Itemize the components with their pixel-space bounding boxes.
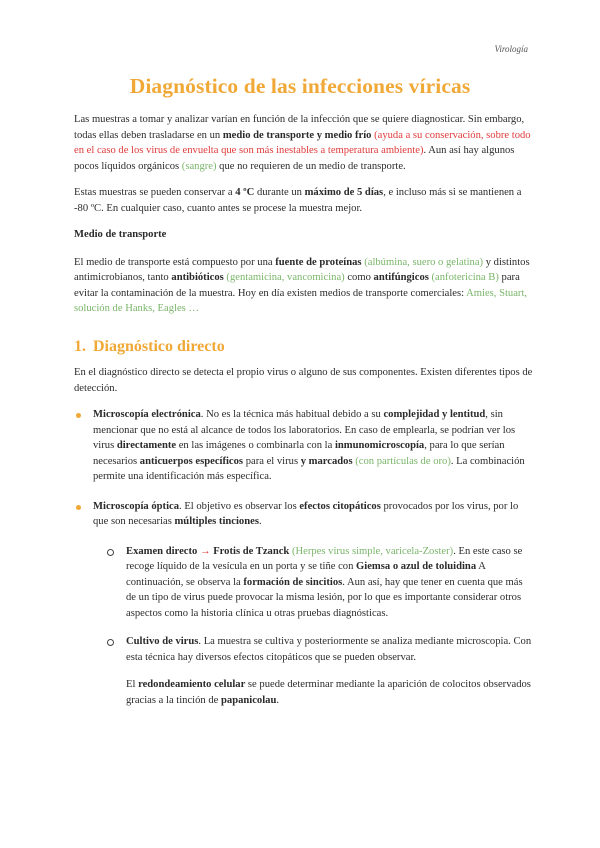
bold-text: Cultivo de virus: [126, 636, 199, 647]
section-intro: En el diagnóstico directo se detecta el propio virus o alguno de sus componentes. Existen diferentes tipos de detección.: [74, 367, 533, 394]
text: . Aun así hay algunos pocos líquidos orgánicos: [74, 145, 515, 172]
bold-text: Frotis de Tzanck: [213, 545, 290, 557]
text: .: [258, 516, 262, 527]
medio-paragraph: [74, 255, 534, 317]
text: El: [126, 679, 139, 690]
document-body: [74, 112, 534, 721]
text: Las muestras a tomar y analizar varían en función de la infección que se quiere diagnosticar. Sin embargo, todas ellas deben trasladarse en un: [74, 114, 525, 141]
bold-text: Giemsa o azul de toluidina: [356, 561, 477, 572]
bold-text: redondeamiento celular: [138, 679, 246, 690]
bold-text: antifúngicos: [373, 272, 429, 283]
green-note: (sangre): [181, 160, 217, 172]
text: . La muestra se cultiva y posteriormente se analiza mediante microscopia. Con esta técnica hay diversos efectos citopáticos que se pueden observar.: [126, 636, 532, 663]
section-title: Diagnóstico directo: [93, 337, 225, 355]
text: Estas muestras se pueden conservar a: [74, 187, 236, 198]
green-note: (gentamicina, vancomicina): [223, 272, 345, 283]
text: en las imágenes o combinarla con la: [176, 440, 335, 451]
bold-text: Examen directo: [126, 545, 198, 557]
bold-text: Microscopía óptica: [93, 500, 180, 512]
green-note: Amies, Stuart, solución de Hanks, Eagles …: [74, 287, 528, 314]
bullet-icon: [76, 413, 81, 418]
bold-text: directamente: [116, 440, 177, 451]
bold-text: múltiples tinciones: [174, 516, 259, 527]
text: que no requieren de un medio de transporte.: [216, 160, 406, 172]
text: A continuación, se observa la: [126, 561, 486, 588]
green-note: (Herpes virus simple, varicela-Zoster): [289, 545, 454, 557]
text: .: [276, 694, 280, 706]
bold-text: antibióticos: [171, 272, 224, 283]
bold-text: formación de sincitios: [243, 576, 343, 588]
text: para el virus: [243, 455, 301, 467]
page-title: Diagnóstico de las infecciones víricas: [129, 74, 471, 98]
intro-paragraph-1: [74, 112, 534, 174]
bold-text: complejidad y lentitud: [383, 409, 486, 420]
bold-text: papanicolau: [221, 694, 277, 706]
subheading-medio: Medio de transporte: [74, 229, 167, 240]
section-number: 1.: [74, 337, 86, 355]
intro-paragraph-2: [74, 185, 534, 216]
bullet-icon: [76, 505, 81, 510]
list-item: [74, 407, 534, 485]
bold-text: Microscopía electrónica: [93, 409, 201, 420]
text: y distintos antimicrobianos, tanto: [74, 256, 530, 283]
bullet-list: [74, 407, 534, 530]
text: . Aun así, hay que tener en cuenta que más de un tipo de virus puede provocar la misma lesión, por lo que es importante considerar otros aspectos como la historia clínica u otras pruebas diagnósticas.: [126, 576, 523, 619]
text: se puede determinar mediante la aparición de colocitos observados gracias a la tinción de: [126, 679, 531, 706]
bold-text: medio de transporte y medio frío: [222, 129, 372, 141]
text: para evitar la contaminación de la muestra. Hoy en día existen medios de transporte comerciales:: [74, 272, 520, 299]
bold-text: anticuerpos específicos: [139, 455, 244, 467]
text: como: [344, 272, 374, 283]
text: . El objetivo es observar los: [179, 500, 300, 512]
green-note: (albúmina, suero o gelatina): [361, 256, 484, 268]
hollow-bullet-icon: [107, 639, 114, 646]
text: provocados por los virus, por lo que son necesarias: [93, 500, 519, 527]
header-subject: Virología: [494, 44, 528, 54]
arrow-icon: →: [197, 545, 214, 557]
green-note: (con partículas de oro): [352, 455, 451, 467]
red-note: (ayuda a su conservación, sobre todo en el caso de los virus de envuelta que son más inestables a temperatura ambiente): [74, 129, 531, 156]
bold-text: fuente de proteínas: [275, 256, 362, 268]
list-item: [74, 499, 534, 530]
text: . No es la técnica más habitual debido a su: [200, 409, 384, 420]
green-note: (anfotericina B): [428, 272, 499, 283]
bold-text: y marcados: [300, 455, 353, 467]
text: . La combinación permite una identificación más específica.: [93, 455, 525, 482]
bold-text: inmunomicroscopía: [334, 440, 425, 451]
bold-text: efectos citopáticos: [299, 500, 381, 512]
bold-text: 4 ºC: [235, 187, 255, 198]
section-heading: [74, 339, 534, 355]
sub-paragraph: [126, 677, 534, 708]
text: . En este caso se recoge líquido de la vesícula en un porta y se tiñe con: [126, 545, 523, 572]
bold-text: máximo de 5 días: [304, 187, 384, 198]
text: , para lo que serían necesarios: [93, 440, 505, 467]
sub-list-item: [74, 634, 534, 708]
hollow-bullet-icon: [107, 549, 114, 556]
text: , e incluso más si se mantienen a -80 ºC. En cualquier caso, cuanto antes se procese la muestra mejor.: [74, 187, 522, 214]
sub-list-item: [74, 544, 534, 622]
text: durante un: [254, 187, 305, 198]
sub-bullet-list: [74, 544, 534, 709]
text: , sin mencionar que no está al alcance de todos los laboratorios. En caso de emplearla, se podrían ver los virus: [93, 409, 516, 451]
text: El medio de transporte está compuesto por una: [74, 256, 276, 268]
